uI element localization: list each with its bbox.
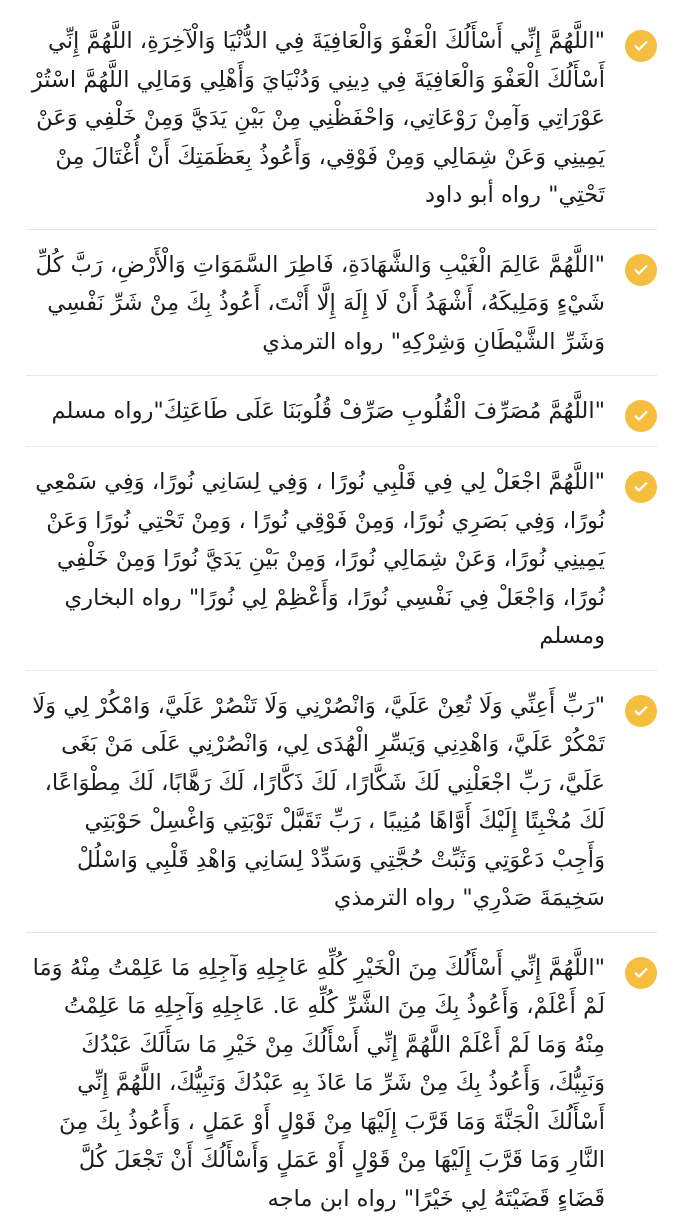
checkmark-icon [632,478,650,496]
checkmark-icon [632,964,650,982]
list-item [26,22,657,230]
checkmark-icon [632,702,650,720]
checkmark-icon [632,261,650,279]
dua-text: "اللَّهُمَّ إِنِّي أَسْأَلُكَ الْعَفْوَ وَالْعَافِيَةَ فِي الدُّنْيَا وَالْآخِرَةِ، اللَّهُمَّ إِنِّي أَسْأَلُكَ الْعَفْوَ وَالْعَافِيَةَ فِي دِينِي وَدُنْيَايَ وَأَهْلِي وَمَالِي اللَّهُمَّ اسْتُرْ عَوْرَاتِي وَآمِنْ رَوْعَاتِي، وَاحْفَظْنِي مِنْ بَيْنِ يَدَيَّ وَمِنْ خَلْفِي وَعَنْ يَمِينِي وَعَنْ شِمَالِي وَمِنْ فَوْقِي، وَأَعُوذُ بِعَظَمَتِكَ أَنْ أُغْتَالَ مِنْ تَحْتِي" رواه أبو داود [26,22,605,215]
checkmark-circle-icon [625,30,657,62]
list-item [26,949,657,1232]
dua-text: "رَبِّ أَعِنِّي وَلَا تُعِنْ عَلَيَّ، وَانْصُرْنِي وَلَا تَنْصُرْ عَلَيَّ، وَامْكُرْ لِي وَلَا تَمْكُرْ عَلَيَّ، وَاهْدِنِي وَيَسِّرِ الْهُدَى لِي، وَانْصُرْنِي عَلَى مَنْ بَغَى عَلَيَّ، رَبِّ اجْعَلْنِي لَكَ شَكَّارًا، لَكَ ذَكَّارًا، لَكَ رَهَّابًا، لَكَ مِطْوَاعًا، لَكَ مُخْبِتًا إِلَيْكَ أَوَّاهًا مُنِيبًا ، رَبِّ تَقَبَّلْ تَوْبَتِي وَاغْسِلْ حَوْبَتِي وَأَجِبْ دَعْوَتِي وَثَبِّتْ حُجَّتِي وَسَدِّدْ لِسَانِي وَاهْدِ قَلْبِي وَاسْلُلْ سَخِيمَةَ صَدْرِي" رواه الترمذي [26,687,605,918]
checkmark-icon [632,407,650,425]
list-item [26,687,657,933]
checkmark-icon [632,37,650,55]
dua-text: "اللَّهُمَّ عَالِمَ الْغَيْبِ وَالشَّهَادَةِ، فَاطِرَ السَّمَوَاتِ وَالْأَرْضِ، رَبَّ كُلِّ شَيْءٍ وَمَلِيكَهُ، أَشْهَدُ أَنْ لَا إِلَهَ إِلَّا أَنْتَ، أَعُوذُ بِكَ مِنْ شَرِّ نَفْسِي وَشَرِّ الشَّيْطَانِ وَشِرْكِهِ" رواه الترمذي [26,246,605,362]
checkmark-circle-icon [625,400,657,432]
list-item [26,246,657,377]
checkmark-circle-icon [625,471,657,503]
checkmark-circle-icon [625,957,657,989]
list-item [26,463,657,671]
dua-text: "اللَّهُمَّ إِنِّي أَسْأَلُكَ مِنَ الْخَيْرِ كُلِّهِ عَاجِلِهِ وَآجِلِهِ مَا عَلِمْتُ مِنْهُ وَمَا لَمْ أَعْلَمْ، وَأَعُوذُ بِكَ مِنَ الشَّرِّ كُلِّهِ عَا. عَاجِلِهِ وَآجِلِهِ مَا عَلِمْتُ مِنْهُ وَمَا لَمْ أَعْلَمْ اللَّهُمَّ إِنِّي أَسْأَلُكَ مِنْ خَيْرِ مَا سَأَلَكَ عَبْدُكَ وَنَبِيُّكَ، وَأَعُوذُ بِكَ مِنْ شَرِّ مَا عَاذَ بِهِ عَبْدُكَ وَنَبِيُّكَ، اللَّهُمَّ إِنِّي أَسْأَلُكَ الْجَنَّةَ وَمَا قَرَّبَ إِلَيْهَا مِنْ قَوْلٍ أَوْ عَمَلٍ ، وَأَعُوذُ بِكَ مِنَ النَّارِ وَمَا قَرَّبَ إِلَيْهَا مِنْ قَوْلٍ أَوْ عَمَلٍ وَأَسْأَلُكَ أَنْ تَجْعَلَ كُلَّ قَضَاءٍ قَضَيْتَهُ لِي خَيْرًا" رواه ابن ماجه [26,949,605,1219]
dua-text: "اللَّهُمَّ مُصَرِّفَ الْقُلُوبِ صَرِّفْ قُلُوبَنَا عَلَى طَاعَتِكَ"رواه مسلم [26,392,605,431]
checkmark-circle-icon [625,695,657,727]
checkmark-circle-icon [625,254,657,286]
dua-text: "اللَّهُمَّ اجْعَلْ لِي فِي قَلْبِي نُورًا ، وَفِي لِسَانِي نُورًا، وَفِي سَمْعِي نُورًا، وَفِي بَصَرِي نُورًا، وَمِنْ فَوْقِي نُورًا ، وَمِنْ تَحْتِي نُورًا وَعَنْ يَمِينِي نُورًا، وَعَنْ شِمَالِي نُورًا، وَمِنْ بَيْنِ يَدَيَّ نُورًا وَمِنْ خَلْفِي نُورًا، وَاجْعَلْ فِي نَفْسِي نُورًا، وَأَعْظِمْ لِي نُورًا" رواه البخاري ومسلم [26,463,605,656]
list-item [26,392,657,447]
